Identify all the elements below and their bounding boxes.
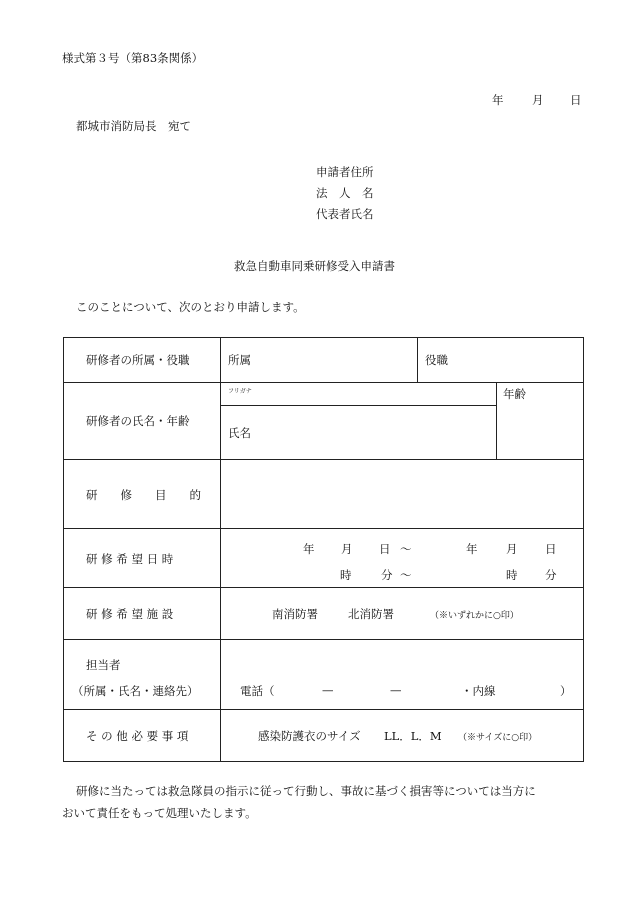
from-year: 年 — [303, 542, 315, 556]
addressee: 都城市消防局長 宛て — [76, 119, 191, 133]
from-month: 月 — [341, 542, 353, 556]
date-month: 月 — [532, 93, 544, 107]
to-hour: 時 — [506, 568, 518, 582]
other-requirements-label: そ の 他 必 要 事 項 — [86, 729, 189, 743]
facility-note: （※いずれかに○印） — [430, 611, 519, 621]
name-field-label: 氏名 — [228, 426, 251, 440]
extension-label: ・内線 — [461, 684, 496, 698]
to-year: 年 — [466, 542, 478, 556]
to-day: 日 — [545, 542, 557, 556]
date-day: 日 — [570, 93, 582, 107]
facility-option-north: 北消防署 — [348, 607, 394, 621]
phone-close-paren: ） — [560, 684, 572, 698]
to-month: 月 — [506, 542, 518, 556]
representative-name-label: 代表者氏名 — [316, 207, 374, 221]
phone-label: 電話（ — [240, 684, 275, 698]
suit-size-options: LL．L．M — [384, 729, 442, 743]
phone-dash-2: — — [390, 683, 402, 697]
trainee-name-age-label: 研修者の氏名・年齢 — [86, 414, 190, 428]
intro-text: このことについて、次のとおり申請します。 — [76, 300, 305, 314]
suit-size-note: （※サイズに○印） — [458, 733, 538, 743]
form-number: 様式第３号（第83条関係） — [62, 51, 204, 65]
document-title: 救急自動車同乗研修受入申請書 — [234, 259, 395, 273]
position-field-label: 役職 — [425, 353, 448, 367]
affiliation-field-label: 所属 — [228, 353, 251, 367]
phone-dash-1: — — [322, 683, 334, 697]
contact-details-label: （所属・氏名・連絡先） — [72, 684, 199, 698]
applicant-address-label: 申請者住所 — [316, 165, 374, 179]
footer-line-2: おいて責任をもって処理いたします。 — [62, 806, 257, 820]
trainee-affiliation-label: 研修者の所属・役職 — [86, 353, 190, 367]
protective-suit-size-label: 感染防護衣のサイズ — [258, 729, 361, 743]
age-field-label: 年齢 — [503, 387, 526, 401]
facility-option-south: 南消防署 — [272, 607, 318, 621]
footer-line-1: 研修に当たっては救急隊員の指示に従って行動し、事故に基づく損害等については当方に — [76, 784, 536, 798]
date-range-tilde: ～ — [400, 542, 412, 556]
training-purpose-label: 研 修 目 的 — [86, 488, 201, 502]
from-day: 日 — [379, 542, 391, 556]
corporation-name-label: 法 人 名 — [316, 186, 374, 200]
date-year: 年 — [492, 93, 504, 107]
time-range-tilde: ～ — [400, 568, 412, 582]
furigana-label: フリガナ — [228, 388, 252, 395]
from-hour: 時 — [340, 568, 352, 582]
training-facility-label: 研 修 希 望 施 設 — [86, 607, 174, 621]
contact-person-label: 担当者 — [86, 658, 121, 672]
to-minute: 分 — [545, 568, 557, 582]
from-minute: 分 — [381, 568, 393, 582]
training-datetime-label: 研 修 希 望 日 時 — [86, 552, 174, 566]
